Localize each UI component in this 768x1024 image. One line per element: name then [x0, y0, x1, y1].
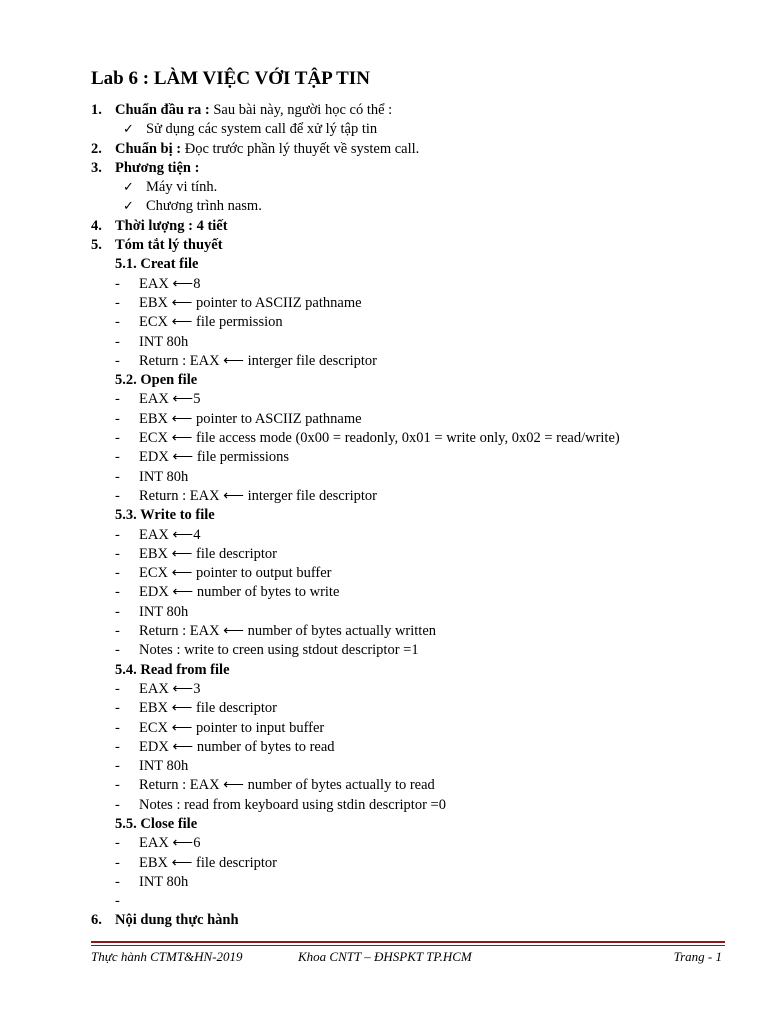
footer-divider: [91, 941, 725, 943]
section-label: Tóm tắt lý thuyết: [115, 237, 223, 254]
list-item: - EAX ⟵8: [115, 275, 201, 292]
section-text: Sau bài này, người học có thể :: [209, 102, 393, 118]
list-item: - INT 80h: [115, 603, 189, 620]
footer-page-number: Trang - 1: [673, 949, 722, 964]
section-label: Chuẩn bị :: [115, 140, 182, 157]
list-item: - EDX ⟵ number of bytes to write: [115, 584, 340, 601]
list-item: - EBX ⟵ file descriptor: [115, 700, 277, 717]
check-item-text: Chương trình nasm.: [146, 198, 262, 215]
section-4: [0, 217, 768, 236]
list-item: - Return : EAX ⟵ number of bytes actually to read: [115, 777, 435, 794]
list-item: - ECX ⟵ pointer to output buffer: [115, 565, 332, 582]
list-item: - EAX ⟵4: [115, 526, 201, 543]
list-item: - ECX ⟵ pointer to input buffer: [115, 719, 325, 736]
list-item: - Return : EAX ⟵ number of bytes actually written: [115, 623, 437, 640]
list-item: - ECX ⟵ file permission: [115, 314, 283, 331]
list-item: - EBX ⟵ pointer to ASCIIZ pathname: [115, 294, 362, 311]
list-item: - Return : EAX ⟵ interger file descriptor: [115, 487, 377, 504]
section-number: 6.: [91, 912, 102, 929]
section-number: 4.: [91, 217, 102, 234]
checkmark-icon: ✓: [123, 199, 134, 215]
section-text: Đọc trước phần lý thuyết về system call.: [181, 140, 420, 157]
check-item-text: Sử dụng các system call để xử lý tập tin: [146, 121, 378, 138]
list-item: - INT 80h: [115, 758, 189, 775]
section-number: 1.: [91, 102, 102, 118]
section-number: 5.: [91, 237, 102, 254]
list-item: - Return : EAX ⟵ interger file descriptor: [115, 352, 377, 369]
subsection-heading: 5.2. Open file: [115, 372, 198, 389]
subsection-heading: 5.5. Close file: [115, 815, 198, 832]
footer-faculty: Khoa CNTT – ĐHSPKT TP.HCM: [298, 949, 472, 964]
section-number: 2.: [91, 140, 102, 157]
checkmark-icon: ✓: [123, 122, 134, 138]
document-body: [0, 101, 768, 931]
section-5: [0, 236, 768, 255]
section-label: Nội dung thực hành: [115, 912, 239, 929]
check-item: [0, 197, 768, 216]
list-item: - Notes : write to creen using stdout descriptor =1: [115, 642, 419, 659]
footer-divider-thin: [91, 945, 725, 946]
list-item: - INT 80h: [115, 873, 189, 890]
section-number: 3.: [91, 159, 102, 176]
list-item: - ECX ⟵ file access mode (0x00 = readonly, 0x01 = write only, 0x02 = read/write): [115, 430, 620, 447]
list-item: - Notes : read from keyboard using stdin descriptor =0: [115, 796, 446, 813]
section-label: Chuẩn đầu ra :: [115, 102, 210, 118]
list-item: - EAX ⟵5: [115, 391, 201, 408]
check-item: [0, 178, 768, 197]
check-item: [0, 120, 768, 139]
subsection-heading: 5.1. Creat file: [115, 256, 199, 273]
subsection-heading: 5.3. Write to file: [115, 507, 215, 524]
list-item: -: [115, 893, 120, 910]
list-item: - INT 80h: [115, 468, 189, 485]
section-3: [0, 159, 768, 178]
list-item: - EBX ⟵ file descriptor: [115, 854, 277, 871]
list-item: - EBX ⟵ pointer to ASCIIZ pathname: [115, 410, 362, 427]
list-item: - EDX ⟵ file permissions: [115, 449, 290, 466]
section-2: [0, 140, 768, 159]
list-item: - EAX ⟵3: [115, 680, 201, 697]
section-label: Phương tiện :: [115, 159, 200, 176]
list-item: - EDX ⟵ number of bytes to read: [115, 738, 335, 755]
footer-course: Thực hành CTMT&HN-2019: [91, 949, 243, 964]
page-title: Lab 6 : LÀM VIỆC VỚI TẬP TIN: [91, 68, 370, 89]
checkmark-icon: ✓: [123, 180, 134, 196]
section-1: [0, 101, 768, 120]
section-label: Thời lượng : 4 tiết: [115, 217, 228, 234]
section-6: [0, 911, 768, 930]
subsection-heading: 5.4. Read from file: [115, 661, 230, 678]
list-item: - EAX ⟵6: [115, 835, 201, 852]
list-item: - INT 80h: [115, 333, 189, 350]
check-item-text: Máy vi tính.: [146, 179, 218, 196]
list-item: - EBX ⟵ file descriptor: [115, 545, 277, 562]
